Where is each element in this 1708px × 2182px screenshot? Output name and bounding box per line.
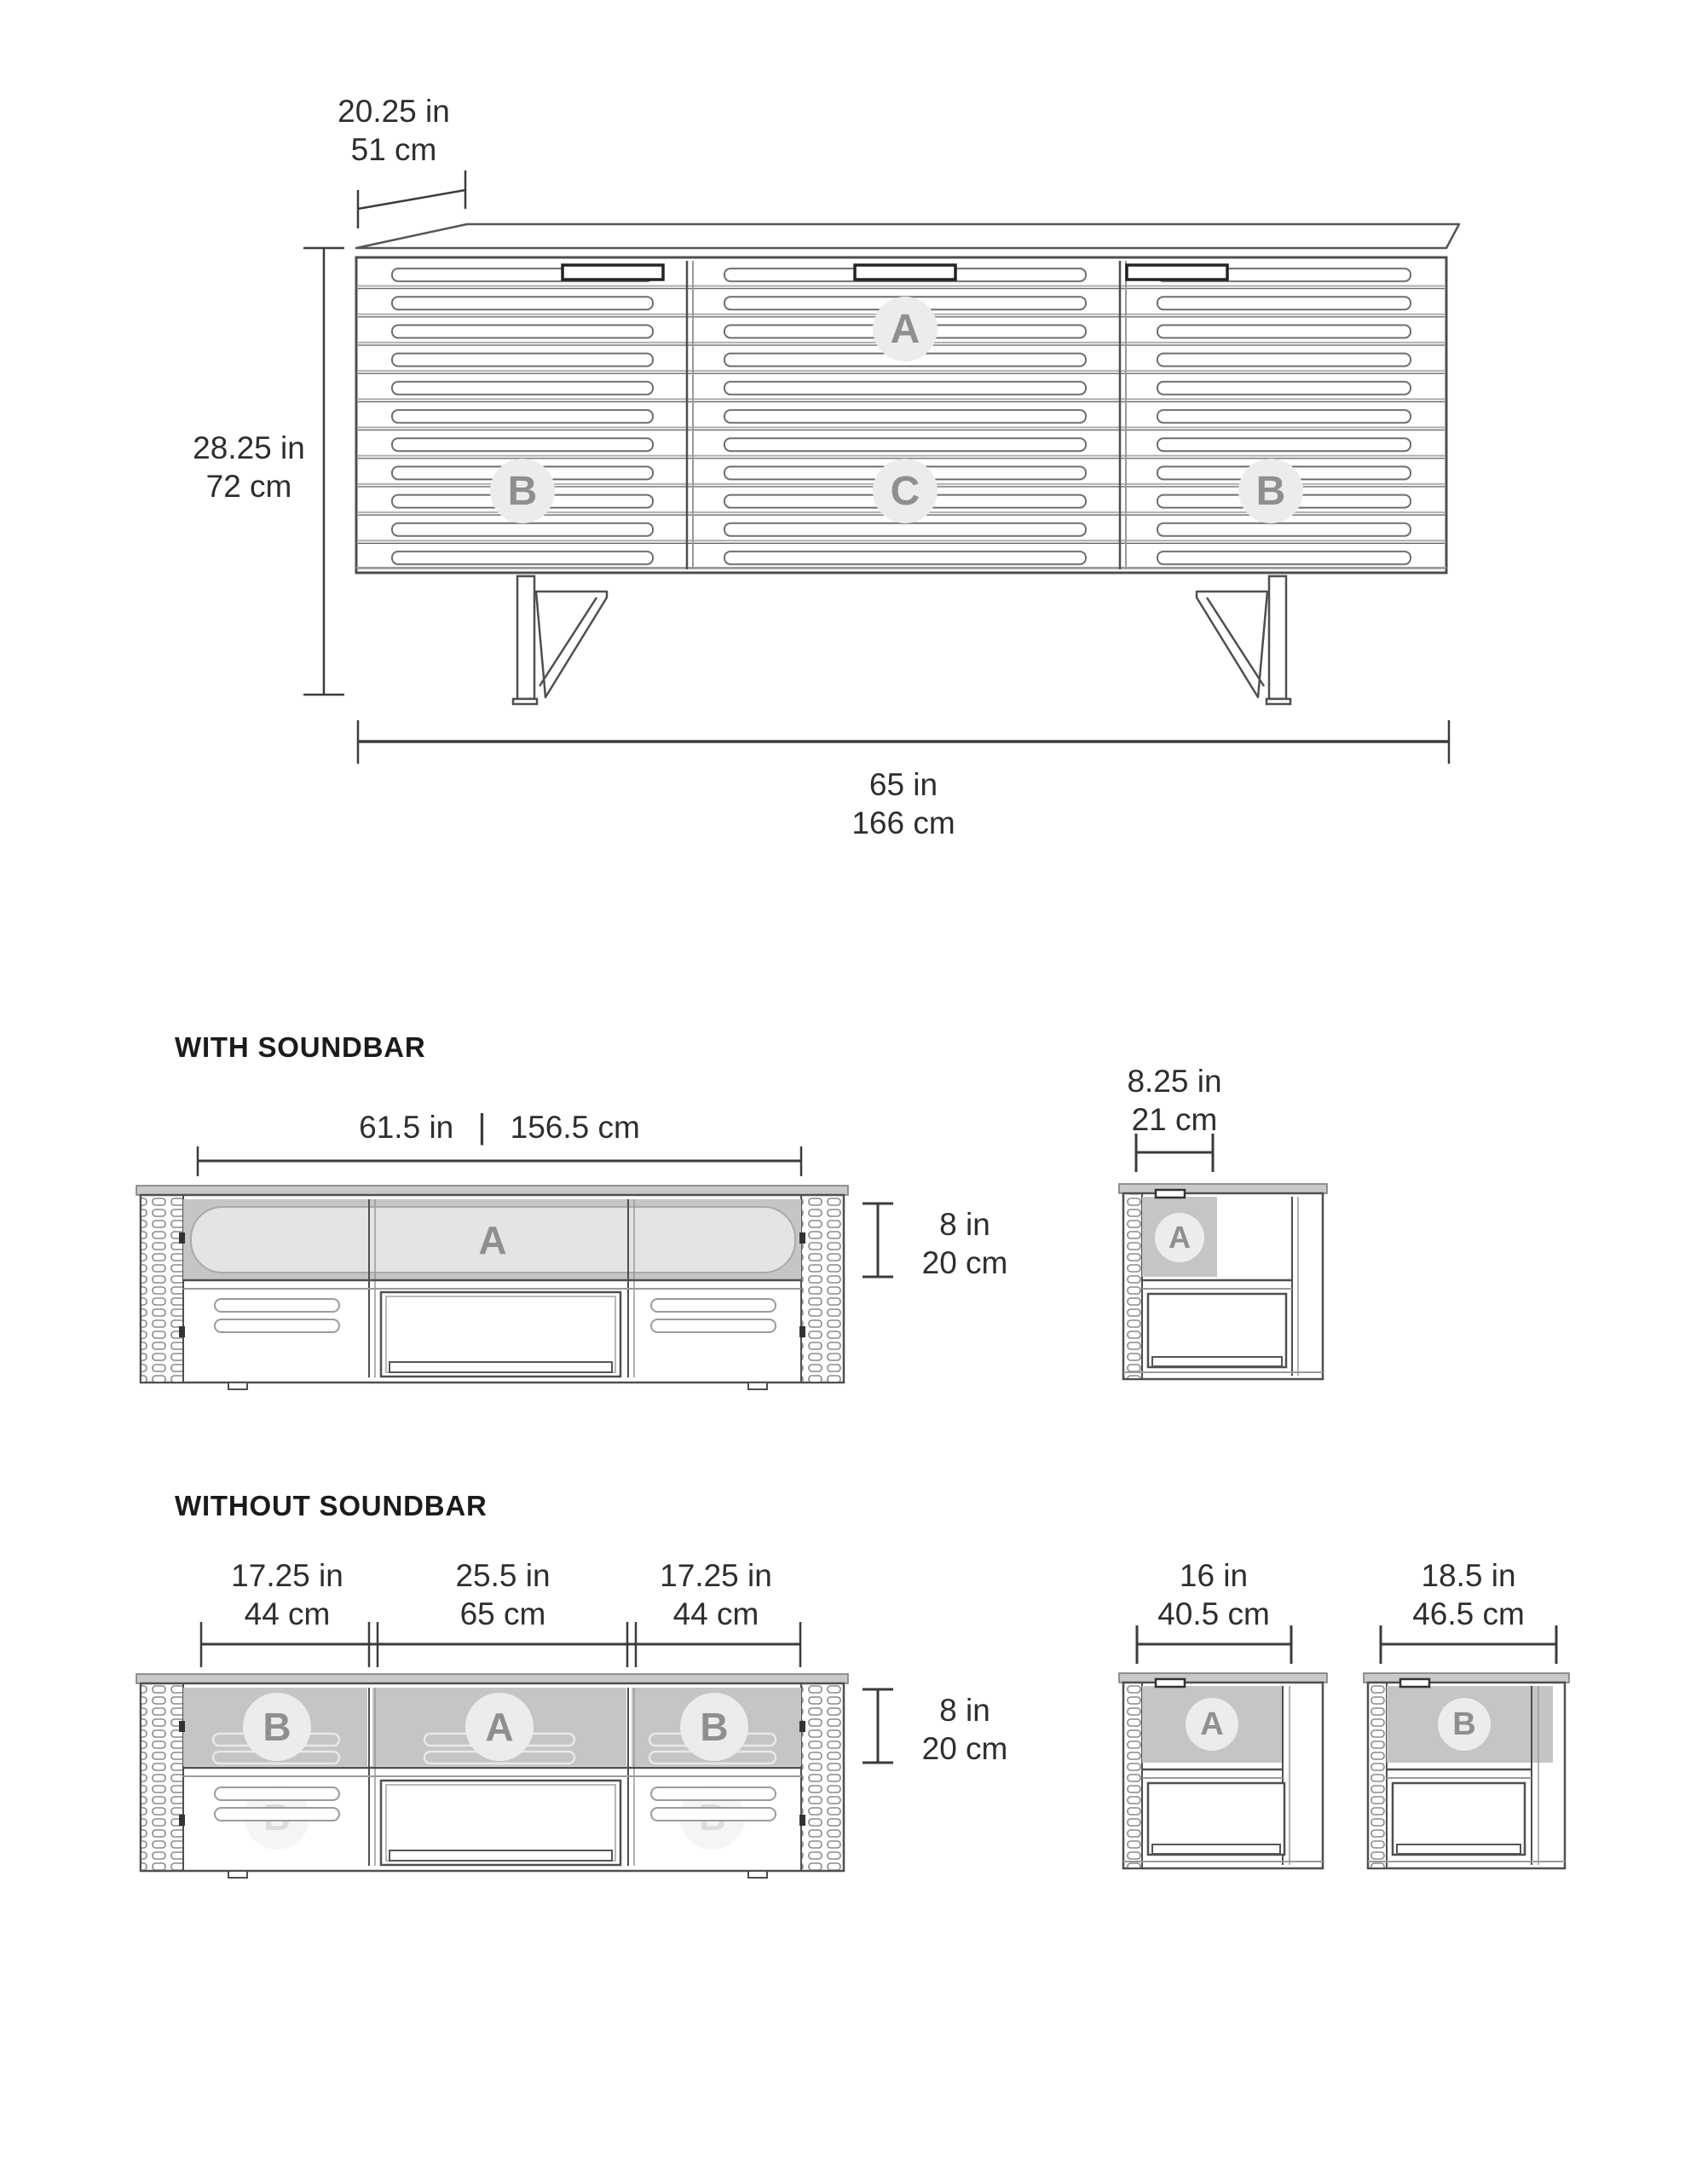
- section-title-without-soundbar: WITHOUT SOUNDBAR: [175, 1490, 488, 1521]
- side-b-compartment-label: B: [1438, 1698, 1491, 1751]
- height-dim-line: [303, 248, 344, 695]
- soundbar-depth-label: 8.25 in 21 cm: [1127, 1064, 1222, 1137]
- soundbar-depth-dim-line: [1136, 1134, 1213, 1172]
- height-dimension-label: 28.25 in 72 cm: [193, 430, 305, 504]
- soundbar-width-label: 61.5 in | 156.5 cm: [359, 1108, 640, 1146]
- side-b-width-label: 18.5 in 46.5 cm: [1412, 1558, 1525, 1631]
- soundbar-height-label: 8 in 20 cm: [921, 1207, 1008, 1280]
- compartment-label-b-right: B: [1238, 459, 1303, 523]
- door-handles: [563, 265, 1227, 280]
- console-top-label-b-left: B: [243, 1693, 311, 1761]
- section-title-with-soundbar: WITH SOUNDBAR: [175, 1031, 426, 1063]
- width-dimension-label: 65 in 166 cm: [851, 767, 955, 840]
- soundbar-side-label: A: [1155, 1213, 1204, 1262]
- depth-dim-line: [358, 170, 465, 228]
- compartment-label-c: C: [873, 459, 938, 523]
- segment-label-right: 17.25 in 44 cm: [660, 1558, 772, 1631]
- compartment-label-a: A: [873, 297, 938, 361]
- soundbar-bay-label: A: [478, 1218, 507, 1262]
- console-top-label-b-right: B: [680, 1693, 748, 1761]
- separator-bar: |: [477, 1108, 487, 1146]
- segment-label-left: 17.25 in 44 cm: [231, 1558, 343, 1631]
- soundbar-height-dim-line: [863, 1204, 893, 1277]
- width-dim-line: [358, 720, 1449, 764]
- console-top-label-a: A: [465, 1693, 534, 1761]
- side-a-compartment-label: A: [1186, 1698, 1238, 1751]
- soundbar-front-drawing: [136, 1186, 848, 1389]
- console-height-label: 8 in 20 cm: [921, 1693, 1008, 1766]
- compartment-label-b-left: B: [490, 459, 555, 523]
- soundbar-width-dim-line: [198, 1146, 801, 1176]
- soundbar-side-drawing: [1119, 1184, 1327, 1379]
- console-height-dim-line: [863, 1689, 893, 1763]
- cabinet-legs: [513, 576, 1290, 704]
- depth-dimension-label: 20.25 in 51 cm: [338, 94, 450, 167]
- segment-label-center: 25.5 in 65 cm: [455, 1558, 551, 1631]
- side-a-width-label: 16 in 40.5 cm: [1157, 1558, 1270, 1631]
